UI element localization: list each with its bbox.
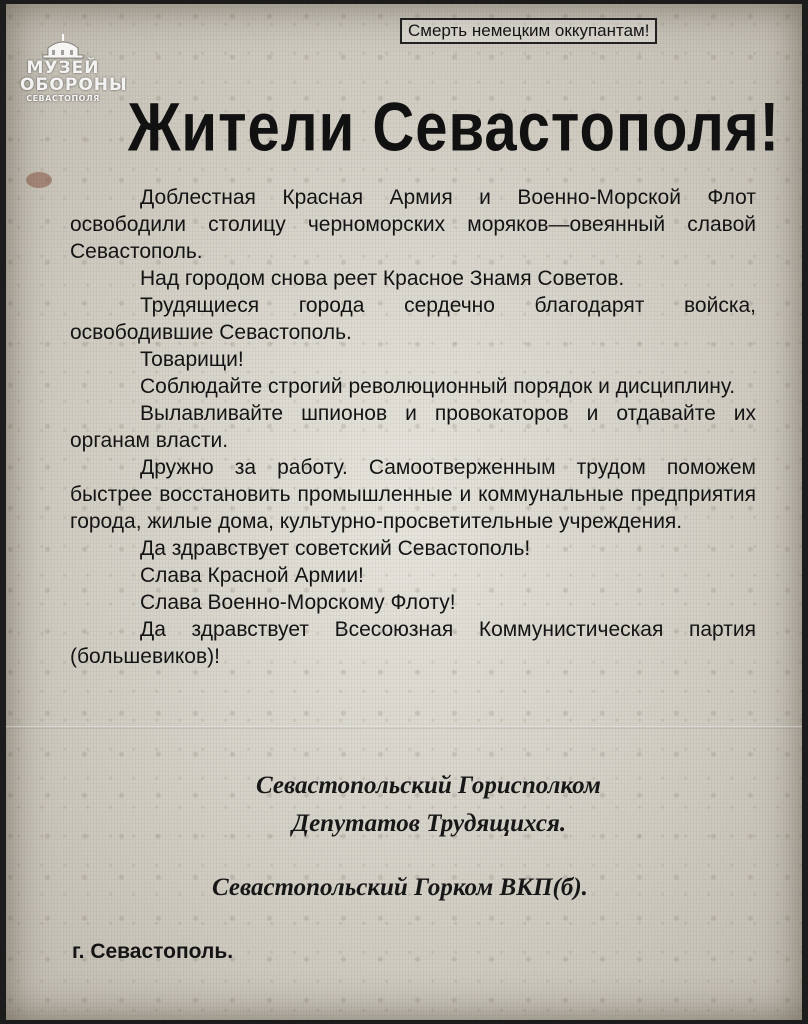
logo-line-3: СЕВАСТОПОЛЯ [26, 94, 100, 103]
paragraph: Доблестная Красная Армия и Военно-Морской Флот освободили столицу черноморских моряков—овеянный славой Севастополь. [70, 186, 756, 263]
paragraph: Да здравствует Всесоюзная Коммунистическая партия (большевиков)! [70, 618, 756, 668]
paragraph: Трудящиеся города сердечно благодарят войска, освободившие Севастополь. [70, 294, 756, 344]
paragraph: Дружно за работу. Самоотверженным трудом поможем быстрее восстановить промышленные и коммунальные предприятия города, жилые дома, культурно-просветительные учреждения. [70, 456, 756, 533]
headline: Жители Севастополя! [128, 89, 780, 166]
logo-line-1: МУЗЕЙ [26, 58, 100, 78]
paragraph: Над городом снова реет Красное Знамя Советов. [140, 267, 625, 290]
paragraph: Вылавливайте шпионов и провокаторов и отдавайте их органам власти. [70, 402, 756, 452]
paragraph: Да здравствует советский Севастополь! [140, 537, 531, 560]
place-of-issue: г. Севастополь. [72, 940, 234, 963]
museum-watermark-logo [20, 34, 128, 126]
monument-icon [38, 34, 88, 60]
paper-stain [26, 172, 52, 188]
signature-line-2: Депутатов Трудящихся. [292, 810, 567, 837]
logo-line-2: ОБОРОНЫ [20, 75, 128, 95]
slogan-box: Смерть немецким оккупантам! [400, 18, 657, 44]
signature-line-3: Севастопольский Горком ВКП(б). [212, 874, 588, 901]
paragraph: Товарищи! [140, 348, 244, 371]
body-text [70, 184, 756, 670]
paragraph: Слава Красной Армии! [140, 564, 364, 587]
leaflet-page [6, 4, 802, 1020]
paragraph: Слава Военно-Морскому Флоту! [140, 591, 456, 614]
signature-line-1: Севастопольский Горисполком [256, 772, 601, 799]
paragraph: Соблюдайте строгий революционный порядок и дисциплину. [140, 375, 736, 398]
paper-fold [6, 726, 802, 729]
